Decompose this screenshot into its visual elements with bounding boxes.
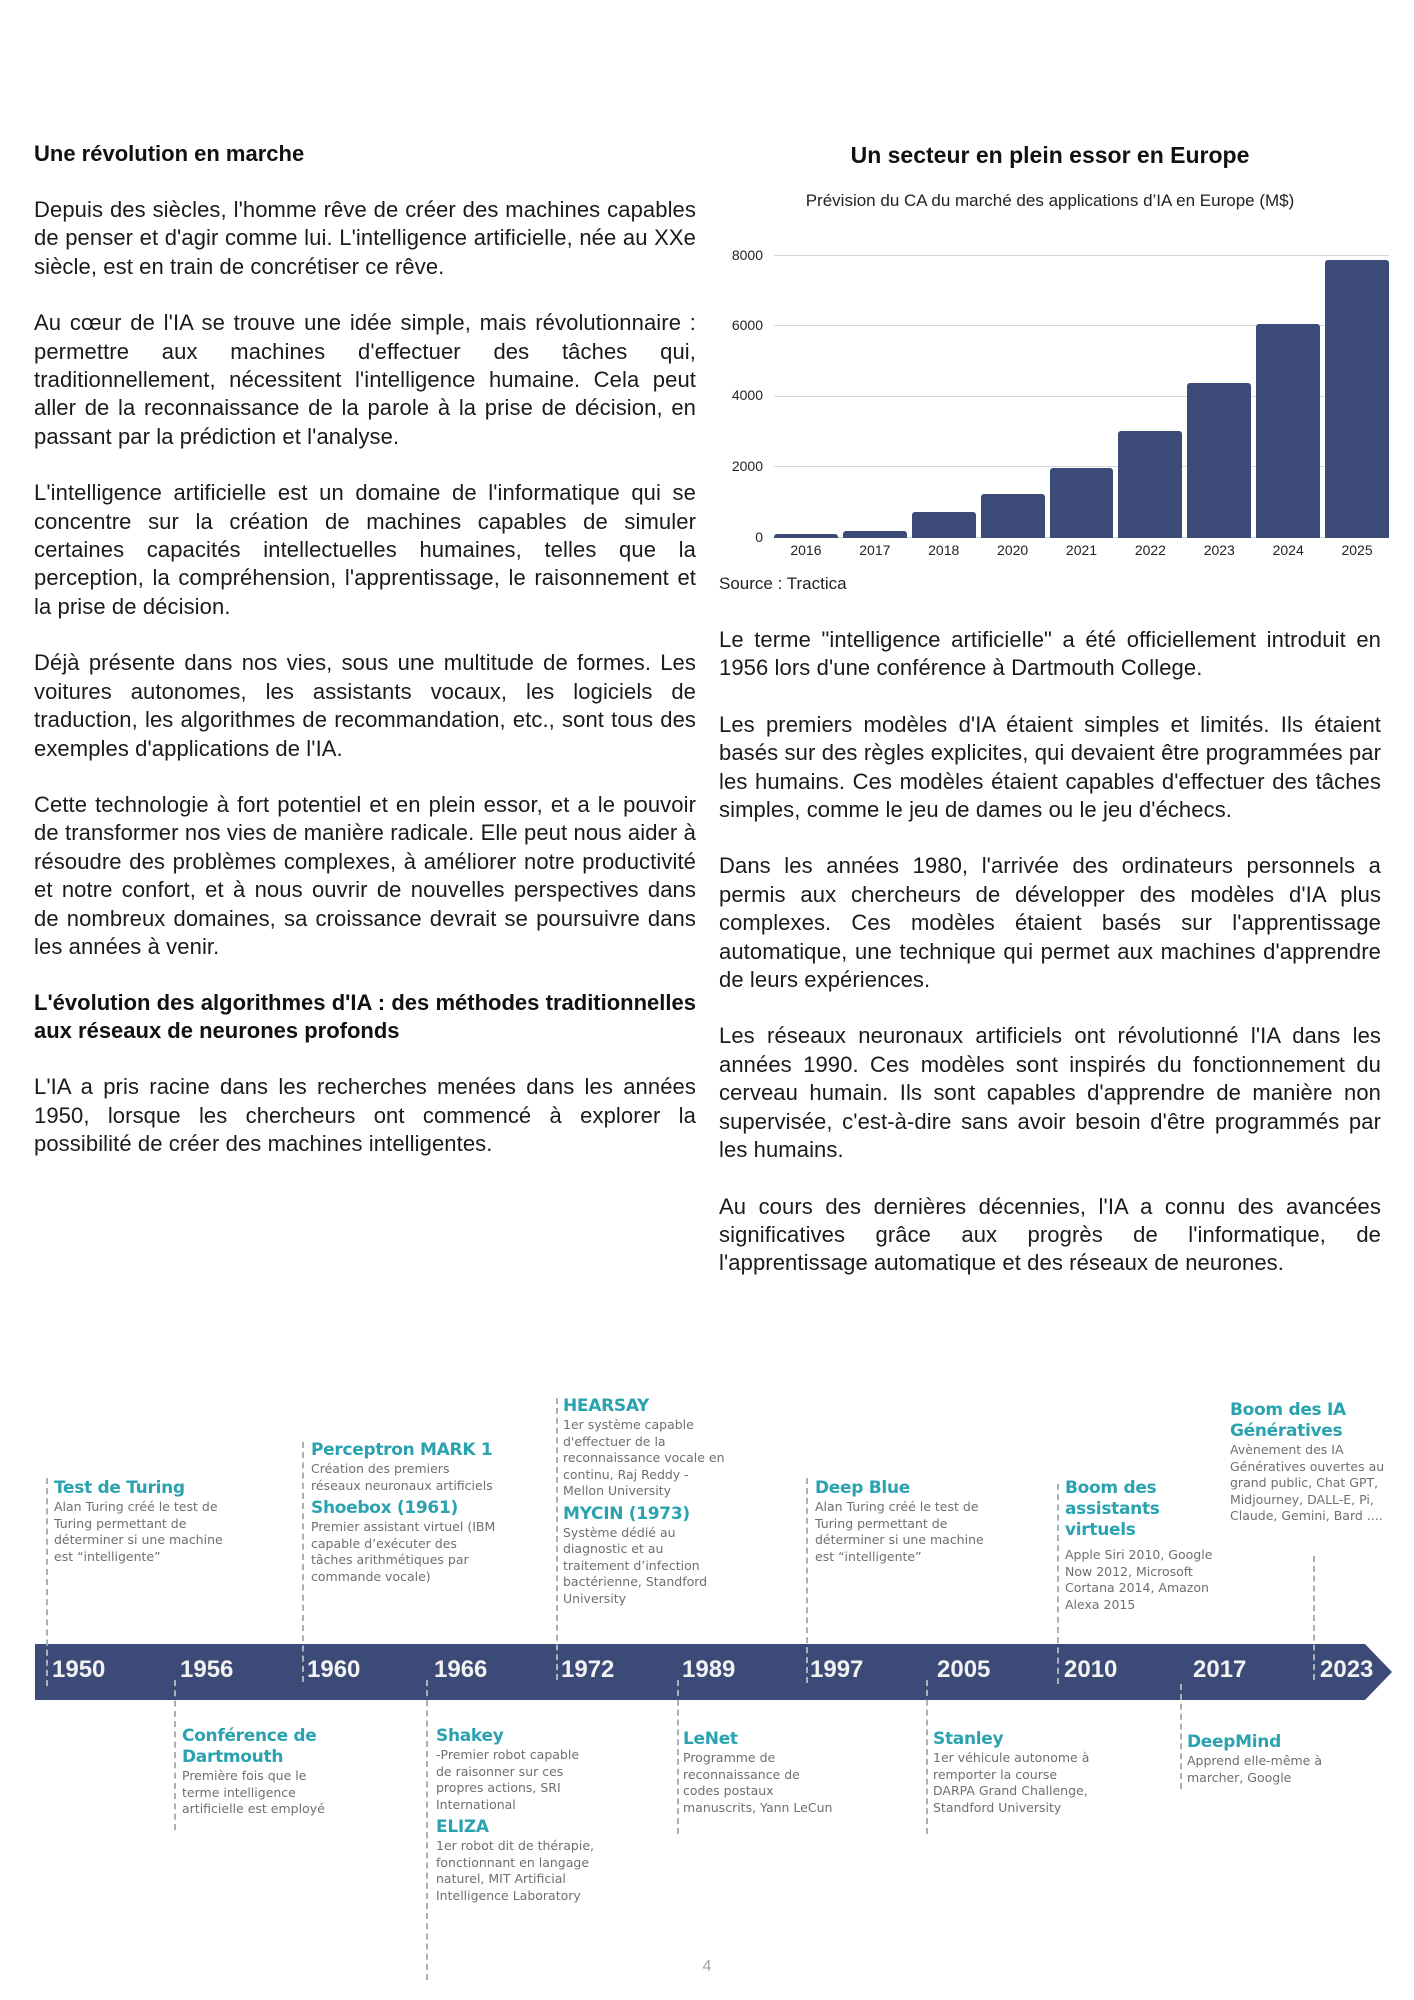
y-tick: 4000 [731, 387, 763, 403]
timeline-year: 1950 [52, 1656, 106, 1683]
timeline-year: 2005 [937, 1656, 991, 1683]
timeline-year: 1960 [307, 1656, 361, 1683]
event-title: Shakey [436, 1726, 504, 1746]
event-title: Shoebox (1961) [311, 1498, 458, 1518]
bar-2025 [1325, 260, 1389, 538]
timeline-event-genai [1230, 1400, 1390, 1529]
timeline-year: 1956 [180, 1656, 234, 1683]
timeline-year: 2017 [1193, 1656, 1247, 1683]
event-desc: Apprend elle-même à marcher, Google [1187, 1753, 1323, 1785]
chart-subtitle: Prévision du CA du marché des applications d’IA en Europe (M$) [805, 191, 1295, 210]
bar-2023 [1187, 383, 1251, 538]
event-desc: 1er système capable d'effectuer de la reconnaissance vocale en continu, Raj Reddy - Mellon University [563, 1417, 725, 1498]
section-title-evolution: L'évolution des algorithmes d'IA : des méthodes traditionnelles aux réseaux de neurones profonds [34, 990, 696, 1044]
timeline-connector [926, 1680, 928, 1834]
event-title: Boom des IA Génératives [1230, 1400, 1346, 1441]
timeline-connector [1313, 1556, 1315, 1680]
y-tick: 2000 [731, 458, 763, 474]
event-desc: 1er véhicule autonome à remporter la course DARPA Grand Challenge, Standford University [933, 1750, 1090, 1815]
timeline-event-assistants [1065, 1478, 1215, 1617]
y-tick: 6000 [731, 317, 763, 333]
bars [774, 240, 1389, 538]
event-desc: Apple Siri 2010, Google Now 2012, Microsoft Cortana 2014, Amazon Alexa 2015 [1065, 1547, 1213, 1612]
timeline-event-1972 [563, 1396, 731, 1611]
timeline-event-deepblue [815, 1478, 985, 1569]
timeline-event-lenet [683, 1729, 833, 1820]
timeline-connector [677, 1680, 679, 1834]
paragraph: Le terme "intelligence artificielle" a été officiellement introduit en 1956 lors d'une conférence à Dartmouth College. [719, 627, 1381, 681]
timeline-event-stanley [933, 1729, 1098, 1820]
event-desc: Première fois que le terme intelligence artificielle est employé [182, 1768, 325, 1816]
paragraph: L'intelligence artificielle est un domaine de l'informatique qui se concentre sur la création de machines capables de simuler certaines capacités intellectuelles humaines, telles que la perception, la compréhension, l'apprentissage, le raisonnement et la prise de décision. [34, 480, 696, 619]
bar-2022 [1118, 431, 1182, 538]
event-desc: Premier assistant virtuel (IBM capable d’exécuter des tâches arithmétiques par commande vocale) [311, 1519, 496, 1584]
event-title: MYCIN (1973) [563, 1503, 690, 1524]
chart-title: Un secteur en plein essor en Europe [850, 142, 1250, 168]
timeline-connector [806, 1478, 808, 1683]
bar-chart [719, 240, 1389, 570]
bar-2018 [912, 512, 976, 538]
event-title: Deep Blue [815, 1478, 910, 1498]
timeline-connector [174, 1680, 176, 1830]
timeline-event-turing [54, 1478, 224, 1569]
x-tick: 2024 [1272, 542, 1304, 558]
timeline-year: 2010 [1064, 1656, 1118, 1683]
event-title: Stanley [933, 1729, 1004, 1749]
y-tick: 8000 [731, 247, 763, 263]
event-title: LeNet [683, 1729, 738, 1749]
right-column [719, 626, 1381, 1278]
paragraph: Cette technologie à fort potentiel et en plein essor, et a le pouvoir de transformer nos vies de manière radicale. Elle peut nous aider à résoudre des problèmes complexes, à améliorer notre productivité et notre confort, et à nous ouvrir de nouvelles perspectives dans de nombreux domaines, sa croissance devrait se poursuivre dans les années à venir. [34, 791, 696, 959]
event-title: DeepMind [1187, 1732, 1281, 1752]
x-tick: 2022 [1134, 542, 1166, 558]
x-tick: 2025 [1341, 542, 1373, 558]
section-title-revolution: Une révolution en marche [34, 141, 305, 166]
timeline-connector [46, 1478, 48, 1686]
bar-2020 [981, 494, 1045, 538]
event-title: HEARSAY [563, 1396, 650, 1416]
timeline-connector [1057, 1484, 1059, 1684]
x-axis-labels [774, 542, 1389, 558]
paragraph: Au cours des dernières décennies, l'IA a connu des avancées significatives grâce aux progrès de l'informatique, de l'apprentissage automatique et des réseaux de neurones. [719, 1193, 1381, 1276]
paragraph: Les réseaux neuronaux artificiels ont révolutionné l'IA dans les années 1990. Ces modèles sont inspirés du fonctionnement du cerveau humain. Ils sont capables d'apprendre de manière non supervisée, c'est-à-dire sans avoir besoin d'être programmés par les humains. [719, 1023, 1381, 1163]
chart-source: Source : Tractica [719, 574, 847, 593]
event-desc: Programme de reconnaissance de codes postaux manuscrits, Yann LeCun [683, 1750, 833, 1815]
event-desc: 1er robot dit de thérapie, fonctionnant en langage naturel, MIT Artificial Intelligence Laboratory [436, 1838, 594, 1903]
paragraph: Depuis des siècles, l'homme rêve de créer des machines capables de penser et d'agir comme lui. L'intelligence artificielle, née au XXe siècle, est en train de concrétiser ce rêve. [34, 197, 696, 279]
event-desc: Alan Turing créé le test de Turing permettant de déterminer si une machine est “intelligente” [54, 1499, 223, 1564]
x-tick: 2016 [790, 542, 822, 558]
event-title: Test de Turing [54, 1478, 185, 1498]
paragraph: Déjà présente dans nos vies, sous une multitude de formes. Les voitures autonomes, les assistants vocaux, les logiciels de traduction, les algorithmes de recommandation, etc., sont tous des exemples d'applications de l'IA. [34, 650, 696, 761]
event-desc: Alan Turing créé le test de Turing permettant de déterminer si une machine est “intelligente” [815, 1499, 984, 1564]
timeline-connector [302, 1442, 304, 1682]
event-title: ELIZA [436, 1817, 489, 1837]
left-column [34, 140, 696, 1159]
page-number: 4 [702, 1958, 712, 1975]
timeline-connector [1180, 1684, 1182, 1789]
timeline-event-dartmouth [182, 1726, 342, 1822]
timeline-connector [556, 1398, 558, 1680]
timeline-event-1966 [436, 1726, 596, 1908]
bar-2016 [774, 534, 838, 538]
bar-2017 [843, 531, 907, 538]
paragraph: Dans les années 1980, l'arrivée des ordinateurs personnels a permis aux chercheurs de développer des modèles d'IA plus complexes. Ces modèles étaient basés sur l'apprentissage automatique, une technique qui permet aux machines d'apprendre de leurs expériences. [719, 853, 1381, 993]
event-title: Conférence de Dartmouth [182, 1726, 317, 1767]
timeline-year: 1997 [810, 1656, 864, 1683]
x-tick: 2020 [997, 542, 1029, 558]
paragraph: L'IA a pris racine dans les recherches menées dans les années 1950, lorsque les chercheurs ont commencé à explorer la possibilité de créer des machines intelligentes. [34, 1074, 696, 1157]
paragraph: Au cœur de l'IA se trouve une idée simple, mais révolutionnaire : permettre aux machines d'effectuer des tâches qui, traditionnellement, nécessitent l'intelligence humaine. Cela peut aller de la reconnaissance de la parole à la prise de décision, en passant par la prédiction et l'analyse. [34, 310, 696, 449]
paragraph: Les premiers modèles d'IA étaient simples et limités. Ils étaient basés sur des règles explicites, qui devaient être programmées par les humains. Ces modèles étaient capables d'effectuer des tâches simples, comme le jeu de dames ou le jeu d'échecs. [719, 711, 1381, 823]
timeline-event-deepmind [1187, 1732, 1347, 1790]
bar-2021 [1050, 468, 1114, 538]
bar-2024 [1256, 324, 1320, 538]
event-desc: -Premier robot capable de raisonner sur ces propres actions, SRI International [436, 1747, 580, 1812]
event-desc: Création des premiers réseaux neuronaux artificiels [311, 1461, 493, 1493]
x-tick: 2017 [859, 542, 891, 558]
event-title: Boom des assistants virtuels [1065, 1478, 1160, 1540]
x-tick: 2018 [928, 542, 960, 558]
event-desc: Système dédié au diagnostic et au traitement d’infection bactérienne, Standford University [563, 1524, 708, 1606]
event-desc: Avènement des IA Génératives ouvertes au grand public, Chat GPT, Midjourney, DALL-E, Pi, Claude, Gemini, Bard .... [1230, 1442, 1385, 1523]
event-title: Perceptron MARK 1 [311, 1440, 493, 1460]
timeline-year: 2023 [1320, 1656, 1374, 1683]
x-tick: 2021 [1065, 542, 1098, 558]
timeline-connector [426, 1680, 428, 1980]
timeline-year: 1972 [561, 1656, 615, 1683]
timeline-event-1960 [311, 1440, 501, 1589]
timeline-year: 1966 [434, 1656, 488, 1683]
timeline-year: 1989 [682, 1656, 736, 1683]
x-tick: 2023 [1203, 542, 1235, 558]
y-tick: 0 [755, 529, 763, 545]
